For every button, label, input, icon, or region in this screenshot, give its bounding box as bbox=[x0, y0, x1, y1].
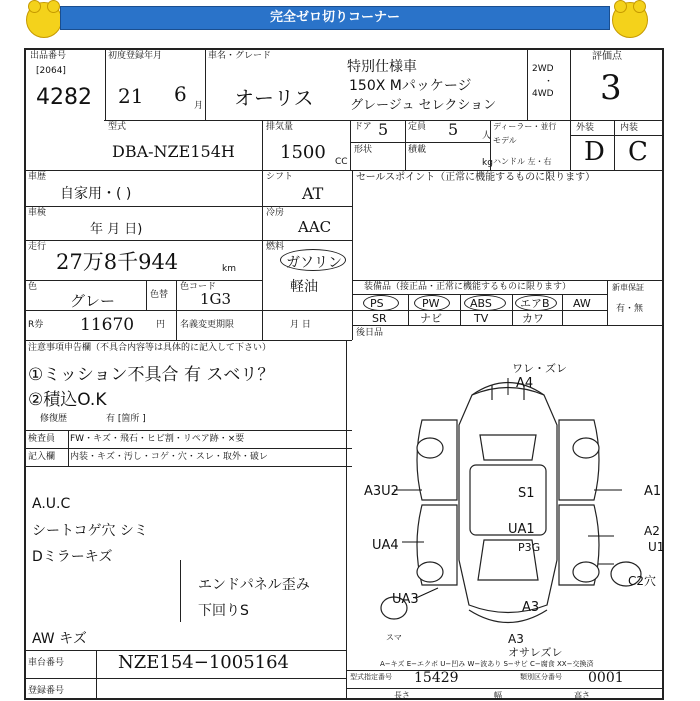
shift-label: シフト bbox=[266, 172, 294, 182]
diag-label-dent-note: オサレズレ bbox=[508, 646, 563, 659]
yen-unit: 円 bbox=[156, 320, 166, 330]
divider bbox=[24, 650, 346, 651]
color-value: グレー bbox=[70, 292, 116, 310]
divider bbox=[527, 50, 528, 120]
title-value: 月 日 bbox=[290, 320, 311, 330]
car-name: オーリス bbox=[234, 86, 314, 110]
divider bbox=[570, 120, 663, 121]
equip-pw: PW bbox=[422, 297, 440, 310]
equip-ps-mark bbox=[363, 295, 399, 311]
divider bbox=[205, 50, 206, 120]
divider bbox=[262, 170, 263, 340]
notes-line2: ②積込O.K bbox=[28, 390, 107, 410]
person-unit: 人 bbox=[482, 131, 492, 141]
model-no-value: 15429 bbox=[414, 670, 459, 686]
recycle-label: R券 bbox=[28, 320, 44, 330]
diag-label-s1: S1 bbox=[518, 486, 535, 501]
divider bbox=[24, 448, 352, 449]
divider bbox=[68, 430, 69, 466]
mileage-label: 走行 bbox=[28, 242, 47, 252]
diag-label-a3u2: A3U2 bbox=[364, 484, 399, 499]
inspection-label: 車検 bbox=[28, 208, 47, 218]
new-car-warranty-label: 新車保証 bbox=[612, 283, 644, 292]
divider bbox=[352, 280, 664, 281]
equip-leather: カワ bbox=[522, 312, 544, 325]
shift-value: AT bbox=[302, 184, 324, 203]
grade-line2: 150X Mパッケージ bbox=[349, 78, 472, 94]
fuel-gasoline: ガソリン bbox=[286, 255, 342, 271]
kg-unit: kg bbox=[482, 158, 493, 168]
color-code-label: 色コード bbox=[180, 282, 217, 292]
displacement-label: 排気量 bbox=[266, 122, 294, 132]
diag-label-u1: U1 bbox=[648, 540, 665, 554]
model2-label: モデル bbox=[493, 136, 517, 145]
divider bbox=[352, 325, 664, 326]
equip-airbag-mark bbox=[515, 295, 557, 311]
divider bbox=[562, 294, 563, 325]
chassis-value: NZE154−1005164 bbox=[118, 652, 289, 673]
color-label: 色 bbox=[28, 282, 38, 292]
load-label: 積載 bbox=[408, 145, 427, 155]
shape-label: 形状 bbox=[354, 145, 373, 155]
ref-number: [2064] bbox=[36, 66, 66, 76]
hw-auc: A.U.C bbox=[32, 496, 71, 512]
capacity-value: 5 bbox=[448, 120, 459, 139]
divider bbox=[24, 240, 352, 241]
check-label: 検査員 bbox=[28, 434, 56, 444]
divider bbox=[607, 280, 608, 325]
car-type-value: 自家用・( ) bbox=[60, 186, 132, 202]
divider bbox=[346, 340, 347, 700]
diag-top-note: ワレ・ズレ bbox=[512, 362, 567, 375]
repair-label: 修復歴 bbox=[40, 414, 68, 424]
equip-navi: ナビ bbox=[420, 312, 442, 325]
month-unit: 月 bbox=[194, 101, 204, 111]
diag-label-a4: A4 bbox=[516, 376, 534, 391]
diag-label-a2: A2 bbox=[644, 524, 660, 538]
equip-pw-mark bbox=[414, 295, 450, 311]
section-banner: 完全ゼロ切りコーナー bbox=[60, 6, 610, 30]
equip-ps: PS bbox=[370, 297, 384, 310]
divider bbox=[570, 50, 571, 170]
fuel-diesel: 軽油 bbox=[290, 279, 318, 295]
ext-label: 外装 bbox=[576, 123, 595, 133]
cc-unit: CC bbox=[335, 157, 348, 167]
drive-2wd: 2WD bbox=[532, 64, 554, 74]
diag-mirror-label: スマ bbox=[386, 633, 402, 642]
wheel-front-right-icon bbox=[573, 438, 599, 458]
divider bbox=[24, 430, 352, 431]
notes-line1: ①ミッション不具合 有 スベリ？ bbox=[28, 365, 275, 385]
new-car-warranty-value: 有・無 bbox=[616, 304, 644, 314]
km-unit: km bbox=[222, 264, 236, 274]
check-items: FW・キズ・飛石・ヒビ割・リペア跡・×要 bbox=[70, 434, 245, 444]
divider bbox=[24, 170, 664, 171]
mascot-bear-icon-left bbox=[26, 2, 62, 38]
model-no-label: 型式指定番号 bbox=[350, 673, 392, 681]
lot-number: 4282 bbox=[36, 85, 92, 110]
divider bbox=[146, 280, 147, 310]
color-code-value: 1G3 bbox=[200, 290, 232, 308]
width-label: 幅 bbox=[494, 691, 502, 700]
diag-label-ua1: UA1 bbox=[508, 522, 535, 537]
ac-label: 冷房 bbox=[266, 208, 285, 218]
rear-seat-label: 後日品 bbox=[356, 328, 384, 338]
diag-label-c2: C2穴 bbox=[628, 574, 657, 588]
reg-month: 6 bbox=[174, 82, 187, 106]
chassis-label: 車台番号 bbox=[28, 658, 65, 668]
divider bbox=[24, 310, 352, 311]
title-label: 名義変更期限 bbox=[180, 320, 235, 330]
color-no-label: 色替 bbox=[150, 290, 169, 300]
ext-value: D bbox=[584, 137, 605, 167]
cat-no-label: 類別区分番号 bbox=[520, 673, 562, 681]
reg-year: 21 bbox=[118, 84, 144, 108]
hw-endpanel: エンドパネル歪み bbox=[198, 577, 310, 593]
equip-abs-mark bbox=[464, 295, 506, 311]
ac-value: AAC bbox=[298, 218, 332, 236]
height-label: 高さ bbox=[574, 691, 590, 700]
diag-label-a3-bumper: A3 bbox=[508, 632, 524, 646]
divider bbox=[408, 294, 409, 325]
divider bbox=[24, 340, 352, 341]
divider bbox=[105, 50, 106, 120]
divider bbox=[176, 280, 177, 310]
doors-value: 5 bbox=[378, 120, 389, 139]
score-label: 評価点 bbox=[592, 51, 622, 62]
repair-value: 有 [箇所 ] bbox=[106, 414, 146, 424]
divider bbox=[96, 650, 97, 700]
divider bbox=[350, 120, 351, 170]
hw-aw: AW キズ bbox=[32, 631, 87, 647]
hw-seat: シートコゲ穴 シミ bbox=[32, 523, 148, 539]
divider bbox=[352, 170, 353, 340]
divider bbox=[570, 135, 663, 136]
score-value: 3 bbox=[600, 68, 622, 108]
wheel-front-left-icon bbox=[417, 438, 443, 458]
wheel-rear-right-icon bbox=[573, 562, 599, 582]
diag-label-p3g: P3G bbox=[518, 541, 541, 554]
equip-airbag: エアB bbox=[520, 297, 550, 310]
equipment-label: 装備品（接正品・正常に機能するものに限ります） bbox=[364, 282, 572, 292]
diag-label-ua4: UA4 bbox=[372, 538, 399, 553]
divider bbox=[346, 688, 664, 689]
car-type-label: 車歴 bbox=[28, 172, 47, 182]
capacity-label: 定員 bbox=[408, 122, 427, 132]
windshield bbox=[480, 435, 536, 460]
first-reg-label: 初度登録年月 bbox=[108, 51, 163, 61]
inspection-value: 年 月 日) bbox=[90, 222, 143, 237]
mileage-value: 27万8千944 bbox=[56, 250, 179, 274]
model-value: DBA-NZE154H bbox=[112, 142, 235, 161]
sales-point-label: セールスポイント（正常に機能するものに限ります） bbox=[356, 172, 596, 183]
wheel-rear-left-icon bbox=[417, 562, 443, 582]
equip-abs: ABS bbox=[470, 297, 492, 310]
registration-label: 登録番号 bbox=[28, 686, 65, 696]
recycle-value: 11670 bbox=[80, 315, 135, 335]
car-body-outline bbox=[459, 388, 557, 613]
divider bbox=[512, 294, 513, 325]
drive-4wd: 4WD bbox=[532, 89, 554, 99]
record-items: 内装・キズ・汚し・コゲ・穴・スレ・取外・破レ bbox=[70, 452, 268, 462]
divider bbox=[24, 466, 352, 467]
diag-label-a1: A1 bbox=[644, 484, 662, 499]
dealer-label: ディーラー・並行 bbox=[493, 122, 557, 131]
hw-mirror: Dミラーキズ bbox=[32, 549, 113, 565]
diag-label-a3-rear: A3 bbox=[522, 600, 540, 615]
int-label: 内装 bbox=[620, 123, 639, 133]
right-front-door bbox=[559, 420, 599, 500]
fuel-label: 燃料 bbox=[266, 242, 285, 252]
divider bbox=[614, 120, 615, 170]
divider bbox=[490, 120, 491, 170]
handle-label: ハンドル 左・右 bbox=[493, 157, 552, 166]
displacement-value: 1500 bbox=[280, 142, 326, 163]
equip-aw: AW bbox=[573, 297, 591, 310]
diag-label-ua3: UA3 bbox=[392, 592, 419, 607]
grade-line1: 特別仕様車 bbox=[347, 59, 417, 75]
diag-legend: A−キズ E−エクボ U−凹み W−波あり S−サビ C−腐食 XX−交換済 bbox=[380, 660, 594, 668]
vehicle-damage-diagram bbox=[352, 340, 664, 658]
hw-under: 下回りS bbox=[198, 603, 249, 619]
lot-label: 出品番号 bbox=[30, 51, 67, 61]
cat-no-value: 0001 bbox=[588, 670, 624, 686]
divider bbox=[262, 120, 263, 170]
record-label: 記入欄 bbox=[28, 452, 56, 462]
drive-dot: ・ bbox=[544, 77, 554, 87]
doors-label: ドア bbox=[354, 122, 372, 132]
length-label: 長さ bbox=[394, 691, 410, 700]
divider bbox=[176, 310, 177, 340]
divider bbox=[24, 678, 346, 679]
fuel-circle-mark bbox=[280, 249, 346, 271]
left-front-door bbox=[417, 420, 457, 500]
divider bbox=[180, 560, 181, 622]
model-label: 型式 bbox=[108, 122, 127, 132]
mascot-bear-icon-right bbox=[612, 2, 648, 38]
equip-tv: TV bbox=[474, 312, 489, 325]
divider bbox=[24, 280, 262, 281]
divider bbox=[24, 206, 352, 207]
notes-label: 注意事項申告欄（不具合内容等は具体的に記入して下さい） bbox=[28, 343, 272, 353]
divider bbox=[350, 142, 490, 143]
divider bbox=[405, 120, 406, 170]
int-value: C bbox=[628, 137, 648, 167]
grade-line3: グレージュ セレクション bbox=[350, 98, 497, 113]
equip-sr: SR bbox=[372, 312, 387, 325]
car-name-label: 車名・グレード bbox=[208, 51, 272, 61]
divider bbox=[460, 294, 461, 325]
